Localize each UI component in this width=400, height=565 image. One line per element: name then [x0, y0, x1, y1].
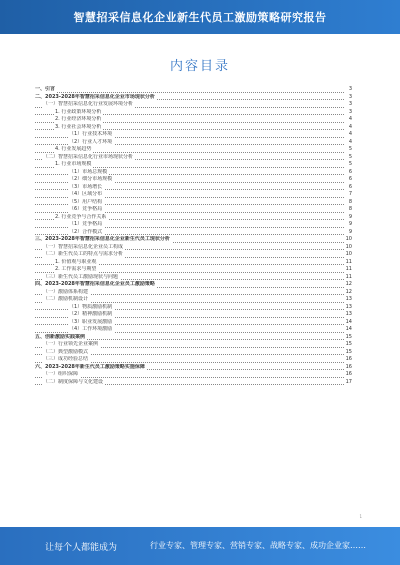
toc-entry-page: 15 — [345, 348, 352, 355]
toc-entry-text: 二、2023-2028年智慧招采信息化企业市场现状分析 — [35, 93, 155, 100]
toc-entry-text: （二）新生代员工的特点与需求分析 — [43, 251, 124, 257]
table-of-contents — [35, 86, 352, 386]
toc-entry-text: （3）市场增长 — [69, 183, 103, 190]
toc-entry[interactable] — [35, 221, 352, 229]
toc-entry[interactable] — [35, 131, 352, 139]
toc-entry[interactable] — [35, 101, 352, 109]
footer-tagline: 行业专家、管理专家、营销专家、战略专家、成功企业家…… — [150, 541, 366, 550]
toc-entry-text: 2. 行业竞争与合作关系 — [55, 213, 107, 220]
toc-entry-page: 3 — [348, 86, 352, 92]
toc-entry-page: 14 — [345, 326, 352, 332]
toc-entry[interactable] — [35, 326, 352, 334]
toc-entry[interactable] — [35, 94, 352, 102]
toc-entry[interactable] — [35, 341, 352, 349]
toc-entry-page: 6 — [348, 183, 352, 190]
toc-entry[interactable] — [35, 349, 352, 357]
toc-entry-page: 4 — [348, 138, 352, 145]
toc-entry-page: 16 — [345, 356, 352, 362]
toc-entry-text: 一、引言 — [35, 86, 56, 92]
toc-entry-page: 17 — [345, 378, 352, 385]
toc-entry[interactable] — [35, 281, 352, 289]
header-bar — [0, 0, 400, 34]
toc-entry[interactable] — [35, 266, 352, 274]
toc-entry-page: 14 — [345, 318, 352, 325]
toc-entry[interactable] — [35, 109, 352, 117]
toc-entry-text: 1. 价值观与职业观 — [55, 258, 97, 265]
toc-entry-text: 五、创新激励实践案例 — [35, 333, 86, 340]
toc-entry-text: 三、2023-2028年智慧招采信息化企业新生代员工现状分析 — [35, 236, 170, 242]
toc-entry-text: （二）制度保障与文化建设 — [43, 378, 104, 385]
toc-entry-page: 9 — [348, 213, 352, 220]
toc-entry[interactable] — [35, 206, 352, 214]
toc-entry-page: 4 — [348, 123, 352, 130]
toc-entry-page: 10 — [345, 251, 352, 257]
toc-entry-text: （2）细分市场规模 — [69, 176, 113, 182]
toc-entry-text: （4）工作环境激励 — [69, 326, 113, 332]
toc-entry-text: 四、2023-2028年智慧招采信息化企业员工激励策略 — [35, 281, 155, 287]
toc-entry-text: （2）行业人才环境 — [69, 138, 113, 145]
toc-entry[interactable] — [35, 154, 352, 162]
footer-slogan: 让每个人都能成为 — [45, 543, 118, 553]
toc-entry-text: （1）市场总规模 — [69, 168, 108, 175]
toc-entry-text: 2. 工作需求与期望 — [55, 266, 97, 272]
toc-entry-text: （5）用户结构 — [69, 198, 103, 205]
toc-entry-page: 9 — [348, 228, 352, 235]
toc-entry-text: （1）竞争格局 — [69, 221, 103, 227]
toc-entry-page: 3 — [348, 108, 352, 115]
toc-entry-page: 8 — [348, 198, 352, 205]
toc-entry[interactable] — [35, 371, 352, 379]
toc-entry[interactable] — [35, 161, 352, 169]
toc-entry[interactable] — [35, 274, 352, 282]
toc-entry[interactable] — [35, 124, 352, 132]
toc-entry-page: 15 — [345, 341, 352, 347]
toc-entry-page: 11 — [345, 266, 352, 272]
toc-entry[interactable] — [35, 251, 352, 259]
toc-entry[interactable] — [35, 319, 352, 327]
toc-entry-text: 2. 行业经济环境分析 — [55, 116, 102, 122]
toc-entry-page: 13 — [345, 296, 352, 302]
toc-entry[interactable] — [35, 139, 352, 147]
toc-entry-text: （3）职业发展激励 — [69, 318, 113, 325]
toc-entry[interactable] — [35, 176, 352, 184]
toc-entry-page: 16 — [345, 363, 352, 370]
toc-entry-page: 13 — [345, 311, 352, 317]
toc-entry-text: （二）激励机制设计 — [43, 296, 89, 302]
toc-entry-text: （1）行业技术环境 — [69, 131, 113, 137]
toc-entry-text: （三）新生代员工激励现状与问题 — [43, 273, 119, 280]
toc-entry-text: （2）精神激励机制 — [69, 311, 113, 317]
toc-entry-text: （6）竞争格局 — [69, 206, 103, 212]
toc-entry[interactable] — [35, 146, 352, 154]
toc-entry-text: 3. 行业社会环境分析 — [55, 123, 102, 130]
page-number: 1 — [359, 514, 362, 519]
toc-entry-text: （二）智慧招采信息化行业市场现状分析 — [43, 153, 134, 160]
toc-entry-text: （一）智慧招采信息化企业员工构成 — [43, 243, 124, 250]
toc-entry-page: 16 — [345, 371, 352, 377]
toc-entry-page: 11 — [345, 273, 352, 280]
toc-entry[interactable] — [35, 236, 352, 244]
toc-entry-text: （4）区域分布 — [69, 191, 103, 197]
toc-entry[interactable] — [35, 259, 352, 267]
toc-entry[interactable] — [35, 364, 352, 372]
toc-entry-text: （一）智慧招采信息化行业发展环境分析 — [43, 101, 134, 107]
toc-entry[interactable] — [35, 191, 352, 199]
toc-entry[interactable] — [35, 86, 352, 94]
toc-entry-text: （一）组织保障 — [43, 371, 79, 377]
toc-entry[interactable] — [35, 296, 352, 304]
report-title: 智慧招采信息化企业新生代员工激励策略研究报告 — [73, 11, 327, 24]
toc-entry[interactable] — [35, 229, 352, 237]
toc-entry-text: （2）合作模式 — [69, 228, 103, 235]
toc-entry-page: 12 — [345, 288, 352, 295]
toc-title: 内容目录 — [169, 59, 230, 74]
dot-leader — [35, 371, 344, 378]
toc-entry-page: 3 — [348, 93, 352, 100]
footer-bar — [0, 527, 400, 565]
toc-entry-text: 1. 行业政策环境分析 — [55, 108, 102, 115]
toc-entry-page: 10 — [345, 243, 352, 250]
toc-entry-page: 4 — [348, 131, 352, 137]
toc-entry-text: 1. 行业市场规模 — [55, 161, 92, 167]
toc-entry[interactable] — [35, 184, 352, 192]
toc-entry[interactable] — [35, 244, 352, 252]
toc-entry-text: 4. 行业发展趋势 — [55, 146, 92, 152]
toc-entry-page: 15 — [345, 333, 352, 340]
dot-leader — [35, 86, 344, 93]
toc-entry-page: 12 — [345, 281, 352, 287]
toc-entry-page: 5 — [348, 153, 352, 160]
toc-entry[interactable] — [35, 356, 352, 364]
toc-entry[interactable] — [35, 334, 352, 342]
toc-entry-page: 4 — [348, 116, 352, 122]
toc-entry-page: 8 — [348, 206, 352, 212]
toc-entry-page: 10 — [345, 236, 352, 242]
toc-entry-page: 6 — [348, 176, 352, 182]
toc-entry[interactable] — [35, 289, 352, 297]
toc-entry-page: 7 — [348, 191, 352, 197]
toc-entry-text: 六、2023-2028年新生代员工激励策略实施保障 — [35, 363, 145, 370]
toc-entry-text: （三）成功经验总结 — [43, 356, 89, 362]
toc-entry[interactable] — [35, 199, 352, 207]
toc-entry-page: 13 — [345, 303, 352, 310]
toc-entry[interactable] — [35, 379, 352, 387]
toc-entry[interactable] — [35, 169, 352, 177]
toc-entry-page: 6 — [348, 168, 352, 175]
toc-entry-page: 9 — [348, 221, 352, 227]
toc-entry-page: 11 — [345, 258, 352, 265]
toc-entry-page: 5 — [348, 161, 352, 167]
toc-entry-page: 5 — [348, 146, 352, 152]
toc-entry[interactable] — [35, 311, 352, 319]
toc-entry-text: （一）激励体系构建 — [43, 288, 89, 295]
toc-entry[interactable] — [35, 304, 352, 312]
toc-entry-text: （1）物质激励机制 — [69, 303, 113, 310]
toc-entry-page: 3 — [348, 101, 352, 107]
toc-entry[interactable] — [35, 214, 352, 222]
toc-entry-text: （一）行业领先企业案例 — [43, 341, 99, 347]
toc-entry-text: （二）典型激励模式 — [43, 348, 89, 355]
toc-entry[interactable] — [35, 116, 352, 124]
